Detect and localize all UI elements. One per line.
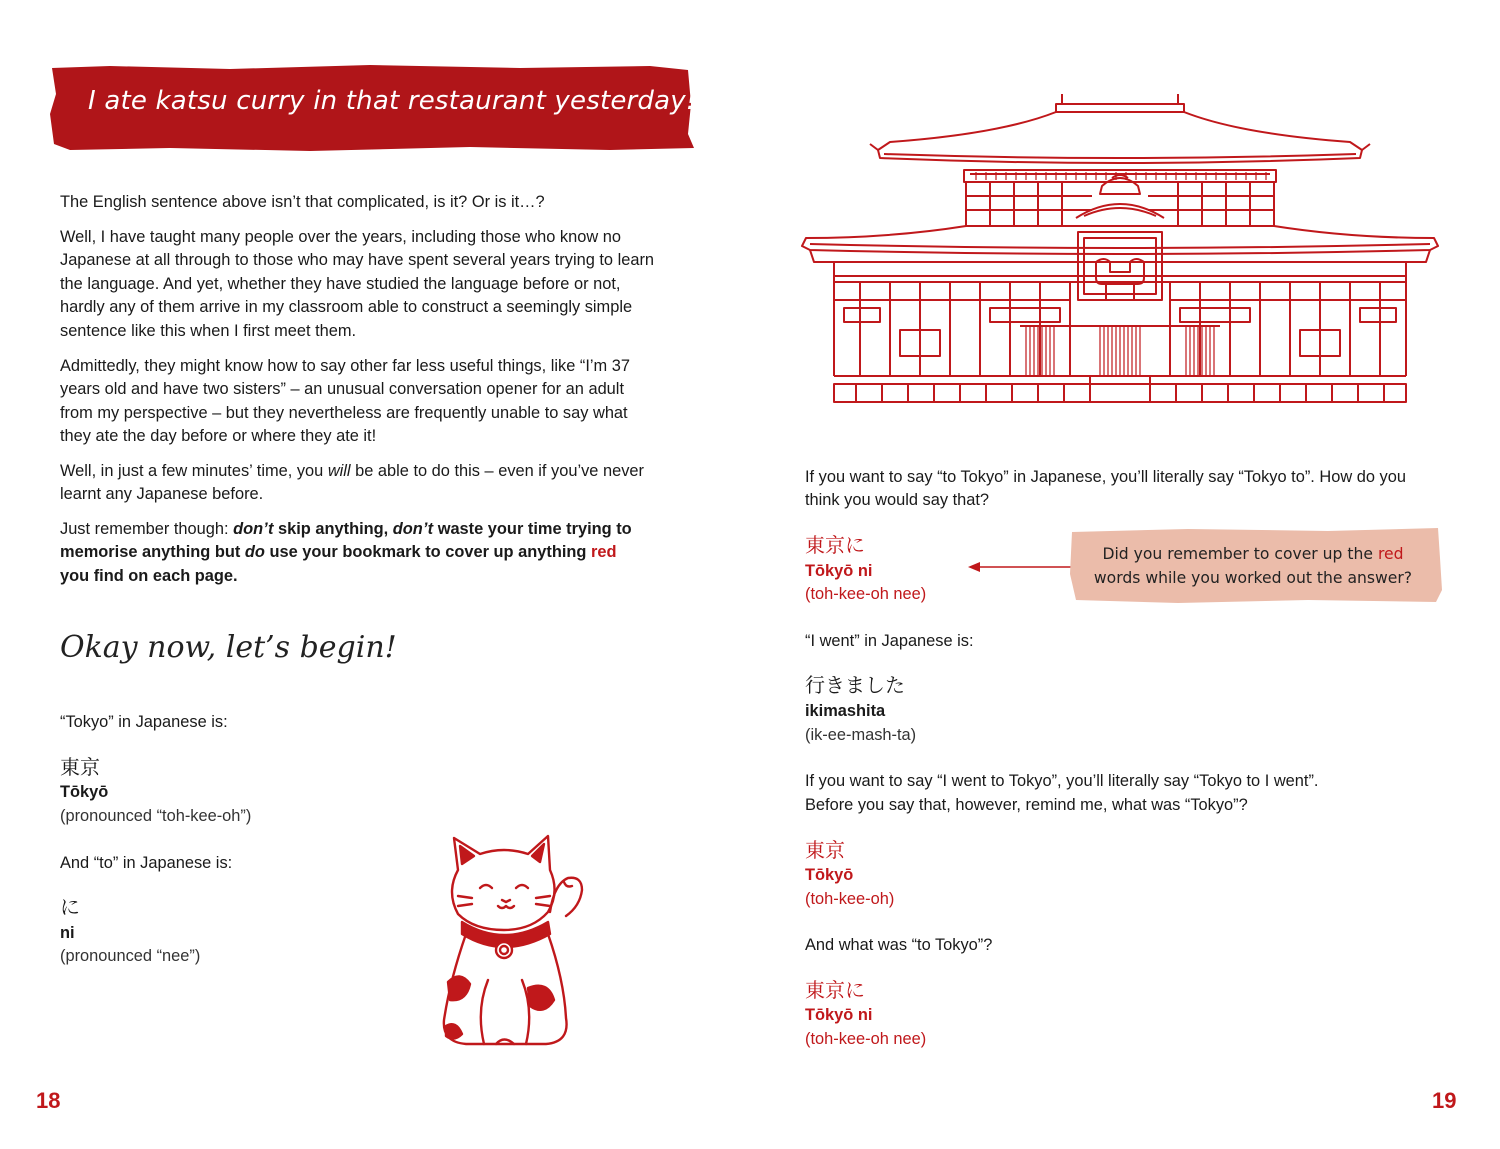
page-number-left: 18 [36,1088,61,1113]
question-2-line-1: If you want to say “I went to Tokyo”, you’ll literally say “Tokyo to I went”. [805,772,1319,790]
arrow-left-icon [966,560,1074,574]
answer-3-romaji: Tōkyō ni [805,1006,873,1024]
to-intro: And “to” in Japanese is: [60,854,233,872]
note-text-b: words while you worked out the answer? [1093,569,1413,587]
answer-2-romaji: Tōkyō [805,866,854,884]
temple-illustration [800,86,1440,406]
went-romaji: ikimashita [805,702,886,720]
note-text-a: Did you remember to cover up the [1102,545,1378,563]
tokyo-intro: “Tokyo” in Japanese is: [60,713,228,731]
paragraph-4: Well, in just a few minutes’ time, you will be able to do this – even if you’ve never learnt any Japanese before. [60,462,644,504]
page-number-right: 19 [1432,1088,1457,1113]
script-heading: Okay now, let’s begin! [60,630,397,665]
question-1-line-1: If you want to say “to Tokyo” in Japanese, you’ll literally say “Tokyo to”. How do you [805,468,1406,486]
reminder-note [1068,528,1444,604]
went-intro: “I went” in Japanese is: [805,632,974,650]
ni-romaji: ni [60,924,75,942]
paragraph-2: Well, I have taught many people over the years, including those who know no Japanese at all through to those who may have spent several years trying to learn the language. And yet, whether they have studied the language before or not, hardly any of them arrive in my classroom able to construct a seemingly simple sentence like this when I first meet them. [60,228,655,340]
ni-pronunciation: (pronounced “nee”) [60,947,201,965]
tokyo-pronunciation: (pronounced “toh-kee-oh”) [60,807,252,825]
banner-title: I ate katsu curry in that restaurant yesterday! [88,86,697,116]
question-1-line-2: think you would say that? [805,491,990,509]
answer-2-pronunciation: (toh-kee-oh) [805,890,895,908]
lucky-cat-illustration [436,830,586,1052]
tokyo-romaji: Tōkyō [60,783,109,801]
answer-1-japanese: 東京に [805,533,865,557]
question-2-line-2: Before you say that, however, remind me, what was “Tokyo”? [805,796,1248,814]
went-japanese: 行きました [805,673,905,697]
paragraph-3: Admittedly, they might know how to say other far less useful things, like “I’m 37 years old and have two sisters” – an unusual conversation opener for an adult from my perspective – but they nevertheless are frequently unable to say what they ate the day before or where they ate it! [60,357,630,446]
tokyo-japanese: 東京 [60,755,100,779]
title-banner [50,64,697,152]
answer-3-pronunciation: (toh-kee-oh nee) [805,1030,927,1048]
went-pronunciation: (ik-ee-mash-ta) [805,726,917,744]
note-text-red: red [1377,545,1404,563]
paragraph-1: The English sentence above isn’t that complicated, is it? Or is it…? [60,193,545,211]
question-3: And what was “to Tokyo”? [805,936,993,954]
answer-3-japanese: 東京に [805,978,865,1002]
answer-2-japanese: 東京 [805,838,845,862]
answer-1-romaji: Tōkyō ni [805,562,873,580]
answer-1-pronunciation: (toh-kee-oh nee) [805,585,927,603]
ni-japanese: に [60,895,80,919]
paragraph-5: Just remember though: don’t skip anything, don’t waste your time trying to memorise anything but do use your bookmark to cover up anything red you find on each page. [60,520,632,585]
